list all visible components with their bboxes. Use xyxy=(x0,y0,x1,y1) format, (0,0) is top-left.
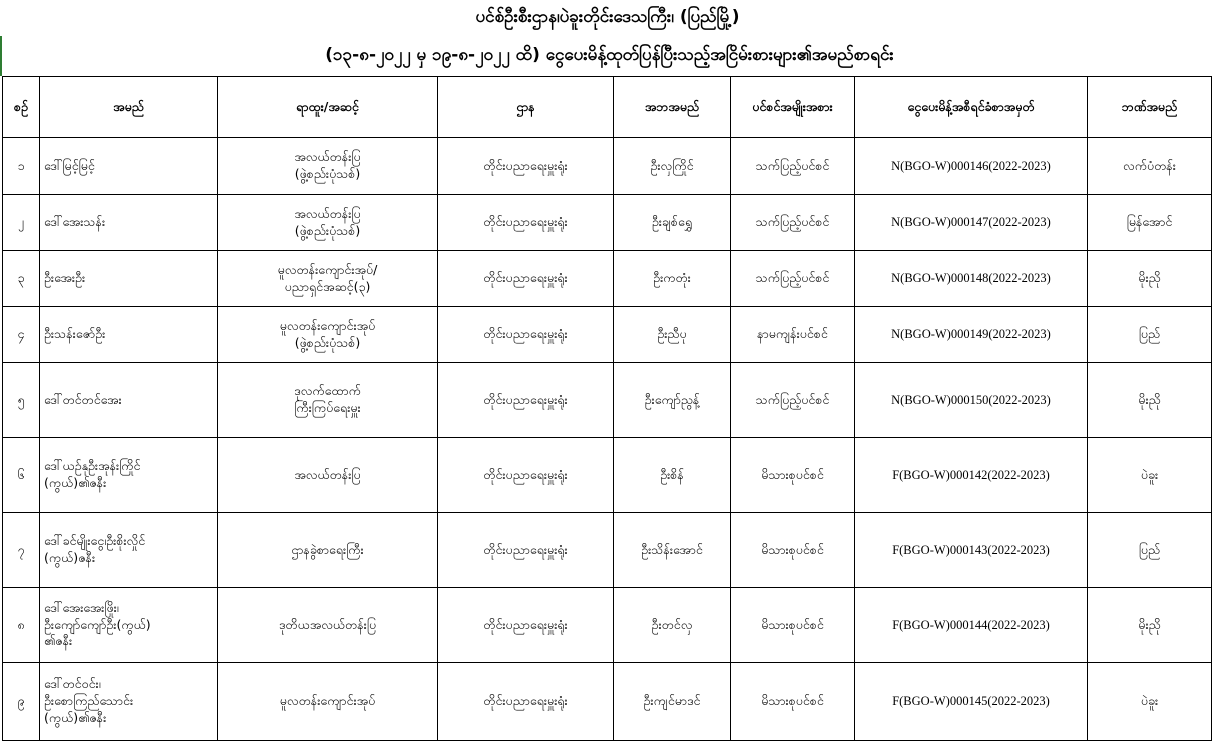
cell-bank: လက်ပံတန်း xyxy=(1088,138,1212,195)
cell-father-name: ဦးညီပု xyxy=(614,307,731,363)
cell-no: ၆ xyxy=(3,438,40,513)
cell-order-number: N(BGO-W)000146(2022-2023) xyxy=(855,138,1088,195)
table-row xyxy=(3,588,1212,663)
cell-name: ဒေါ်ခင်မျိုးငွေ၊ဦးစိုးလှိုင် (ကွယ်)ဇနီး xyxy=(40,513,218,588)
cell-pension-type: မိသားစုပင်စင် xyxy=(731,663,855,741)
header-no: စဉ် xyxy=(3,77,40,138)
cell-pension-type: သက်ပြည့်ပင်စင် xyxy=(731,363,855,438)
cell-pension-type: သက်ပြည့်ပင်စင် xyxy=(731,251,855,307)
cell-department: တိုင်းပညာရေးမှူးရုံး xyxy=(438,195,614,251)
cell-no: ၈ xyxy=(3,588,40,663)
table-body xyxy=(3,138,1212,741)
cell-order-number: F(BGO-W)000143(2022-2023) xyxy=(855,513,1088,588)
cell-no: ၅ xyxy=(3,363,40,438)
cell-no: ၁ xyxy=(3,138,40,195)
cell-father-name: ဦးကတုံး xyxy=(614,251,731,307)
cell-rank: အလယ်တန်းပြ xyxy=(218,438,438,513)
table-row xyxy=(3,195,1212,251)
cell-bank: မိုးညို xyxy=(1088,363,1212,438)
cell-no: ၉ xyxy=(3,663,40,741)
cell-name: ဒေါ်တင်တင်အေး xyxy=(40,363,218,438)
cell-order-number: N(BGO-W)000150(2022-2023) xyxy=(855,363,1088,438)
cell-pension-type: မိသားစုပင်စင် xyxy=(731,588,855,663)
cell-department: တိုင်းပညာရေးမှူးရုံး xyxy=(438,663,614,741)
pension-table xyxy=(2,76,1212,741)
cell-bank: ပြည် xyxy=(1088,307,1212,363)
header-row xyxy=(3,77,1212,138)
cell-pension-type: မိသားစုပင်စင် xyxy=(731,438,855,513)
cell-order-number: F(BGO-W)000145(2022-2023) xyxy=(855,663,1088,741)
cell-order-number: F(BGO-W)000144(2022-2023) xyxy=(855,588,1088,663)
cell-no: ၂ xyxy=(3,195,40,251)
table-row xyxy=(3,438,1212,513)
cell-pension-type: နာမကျန်းပင်စင် xyxy=(731,307,855,363)
cell-department: တိုင်းပညာရေးမှူးရုံး xyxy=(438,363,614,438)
cell-name: ဒေါ်တင်ဝင်း၊ ဦးစောကြည်သောင်း (ကွယ်)၏ဇနီး xyxy=(40,663,218,741)
cell-rank: မူလတန်းကျောင်းအုပ် xyxy=(218,663,438,741)
header-rank: ရာထူး/အဆင့် xyxy=(218,77,438,138)
header-name: အမည် xyxy=(40,77,218,138)
cell-name: ဒေါ်အေးအေးဖြိုး၊ ဦးကျော်ကျော်ဦး(ကွယ်) ၏ဇနီး xyxy=(40,588,218,663)
cell-father-name: ဦးစိန် xyxy=(614,438,731,513)
cell-order-number: F(BGO-W)000142(2022-2023) xyxy=(855,438,1088,513)
cell-rank: ဒုတိယအလယ်တန်းပြ xyxy=(218,588,438,663)
cell-no: ၇ xyxy=(3,513,40,588)
cell-order-number: N(BGO-W)000148(2022-2023) xyxy=(855,251,1088,307)
cell-pension-type: သက်ပြည့်ပင်စင် xyxy=(731,138,855,195)
table-row xyxy=(3,307,1212,363)
cell-order-number: N(BGO-W)000149(2022-2023) xyxy=(855,307,1088,363)
cell-rank: ဌာနခွဲစာရေးကြီး xyxy=(218,513,438,588)
table-row xyxy=(3,138,1212,195)
header-order-number: ငွေပေးမိန့်အစီရင်ခံစာအမှတ် xyxy=(855,77,1088,138)
cell-department: တိုင်းပညာရေးမှူးရုံး xyxy=(438,251,614,307)
cell-father-name: ဦးကျင်မာဒင် xyxy=(614,663,731,741)
cell-name: ဦးအေးဦး xyxy=(40,251,218,307)
cell-rank: မူလတန်းကျောင်းအုပ်/ ပညာရှင်အဆင့်(၃) xyxy=(218,251,438,307)
page-subtitle: (၁၃-၈-၂၀၂၂ မှ ၁၉-၈-၂၀၂၂ ထိ) ငွေပေးမိန့်ထုတ်ပြန်ပြီးသည့်အငြိမ်းစားများ၏အမည်စာရင်း xyxy=(0,36,1215,76)
cell-father-name: ဦးကျော်ညွန့် xyxy=(614,363,731,438)
cell-no: ၄ xyxy=(3,307,40,363)
cell-department: တိုင်းပညာရေးမှူးရုံး xyxy=(438,138,614,195)
cell-name: ဒေါ်မြင့်မြင့် xyxy=(40,138,218,195)
cell-bank: မိုးညို xyxy=(1088,251,1212,307)
cell-name: ဒေါ်ယဉ်နုဦးအုန်းကြိုင် (ကွယ်)၏ဇနီး xyxy=(40,438,218,513)
cell-bank: ပဲခူး xyxy=(1088,663,1212,741)
cell-pension-type: မိသားစုပင်စင် xyxy=(731,513,855,588)
cell-bank: ပြည် xyxy=(1088,513,1212,588)
cell-rank: အလယ်တန်းပြ (ဖွဲ့စည်းပုံသစ်) xyxy=(218,138,438,195)
header-department: ဌာန xyxy=(438,77,614,138)
table-row xyxy=(3,513,1212,588)
cell-bank: ပဲခူး xyxy=(1088,438,1212,513)
header-bank: ဘဏ်အမည် xyxy=(1088,77,1212,138)
cell-father-name: ဦးတင်လှ xyxy=(614,588,731,663)
cell-rank: မူလတန်းကျောင်းအုပ် (ဖွဲ့စည်းပုံသစ်) xyxy=(218,307,438,363)
table-row xyxy=(3,251,1212,307)
cell-name: ဦးသန်းဇော်ဦး xyxy=(40,307,218,363)
cell-department: တိုင်းပညာရေးမှူးရုံး xyxy=(438,588,614,663)
cell-rank: အလယ်တန်းပြ (ဖွဲ့စည်းပုံသစ်) xyxy=(218,195,438,251)
cell-order-number: N(BGO-W)000147(2022-2023) xyxy=(855,195,1088,251)
cell-bank: မိုးညို xyxy=(1088,588,1212,663)
cell-bank: မြန်အောင် xyxy=(1088,195,1212,251)
header-father-name: အဘအမည် xyxy=(614,77,731,138)
cell-department: တိုင်းပညာရေးမှူးရုံး xyxy=(438,438,614,513)
cell-name: ဒေါ်အေးသန်း xyxy=(40,195,218,251)
cell-father-name: ဦးလှကြိုင် xyxy=(614,138,731,195)
cell-no: ၃ xyxy=(3,251,40,307)
table-row xyxy=(3,663,1212,741)
cell-father-name: ဦးသိန်းအောင် xyxy=(614,513,731,588)
cell-department: တိုင်းပညာရေးမှူးရုံး xyxy=(438,307,614,363)
cell-pension-type: သက်ပြည့်ပင်စင် xyxy=(731,195,855,251)
cell-department: တိုင်းပညာရေးမှူးရုံး xyxy=(438,513,614,588)
table-row xyxy=(3,363,1212,438)
cell-father-name: ဦးချစ်ရွှေ xyxy=(614,195,731,251)
header-pension-type: ပင်စင်အမျိုးအစား xyxy=(731,77,855,138)
cell-rank: ဒုလက်ထောက် ကြီးကြပ်ရေးမှူး xyxy=(218,363,438,438)
page-title: ပင်စ်ဦးစီးဌာန၊ပဲခူးတိုင်းဒေသကြီး၊ (ပြည်မြို့) xyxy=(475,6,740,27)
